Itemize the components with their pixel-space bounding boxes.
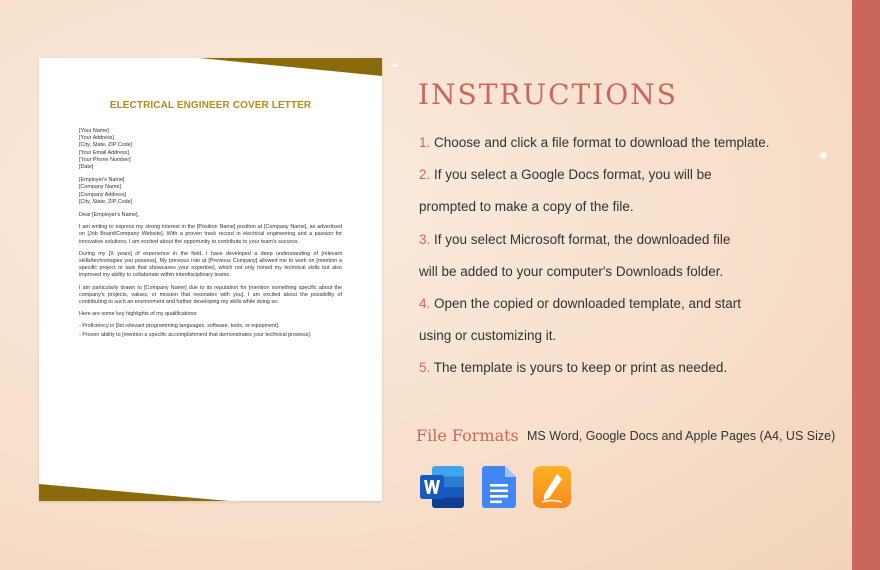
step-number: 2.	[419, 167, 431, 182]
step-4-continued: using or customizing it.	[419, 328, 557, 343]
recipient-line: [Employer's Name]	[79, 177, 125, 184]
document-title: ELECTRICAL ENGINEER COVER LETTER	[109, 100, 312, 111]
document-preview[interactable]	[39, 58, 382, 501]
paragraph: During my [X years] of experience in the field, I have developed a deep understanding of [relevant skills/technologies you possess]. My previous role at [Previous Company] allowed me to work on [mention a specific project or task that showcases your expertise], which not only honed my technical skills but also improved my ability to collaborate within interdisciplinary teams.	[79, 250, 342, 279]
sparkle	[393, 63, 397, 67]
recipient-block	[79, 177, 342, 206]
step-text: If you select Microsoft format, the downloaded file	[434, 232, 731, 247]
sender-block	[79, 128, 342, 171]
recipient-line: [City, State, ZIP Code]	[79, 198, 133, 205]
salutation: Dear [Employer's Name],	[79, 212, 140, 219]
paragraph: I am writing to express my strong interest in the [Position Name] position at [Company Name], as advertised on [Job Board/Company Website]. With a proven track record in electrical engineering and a passion for innovative solutions, I am excited about the opportunity to contribute to your team's success.	[79, 224, 342, 245]
recipient-line: [Company Address]	[79, 191, 127, 198]
step-2-continued: prompted to make a copy of the file.	[419, 199, 634, 214]
recipient-line: [Company Name]	[79, 184, 121, 191]
step-5	[419, 360, 727, 375]
step-text: The template is yours to keep or print as needed.	[433, 360, 728, 375]
step-number: 4.	[419, 296, 431, 311]
right-accent-bar	[852, 0, 880, 570]
sender-line: [City, State, ZIP Code]	[79, 142, 133, 149]
step-2	[419, 167, 712, 182]
step-number: 1.	[419, 135, 431, 150]
file-formats-label: File Formats	[416, 426, 519, 445]
paragraph: - Proven ability to [mention a specific accomplishment that demonstrates your technical prowess].	[79, 331, 312, 338]
step-number: 3.	[419, 232, 431, 247]
step-text: Open the copied or downloaded template, and start	[434, 296, 741, 311]
ms-word-icon[interactable]	[420, 466, 466, 508]
document-body	[79, 128, 342, 344]
apple-pages-icon[interactable]	[533, 466, 571, 508]
step-text: If you select a Google Docs format, you will be	[434, 167, 712, 182]
step-3	[419, 232, 730, 247]
step-4	[419, 296, 741, 311]
instructions-title: INSTRUCTIONS	[418, 78, 678, 111]
step-text: Choose and click a file format to download the template.	[434, 135, 770, 150]
step-3-continued: will be added to your computer's Downloads folder.	[419, 264, 724, 279]
paragraph: Here are some key highlights of my qualifications:	[79, 311, 198, 318]
sender-line: [Your Name]	[79, 128, 109, 134]
bottom-corner-shape	[39, 484, 229, 501]
google-docs-icon[interactable]	[482, 466, 516, 508]
paragraph: I am particularly drawn to [Company Name] due to its reputation for [mention something specific about the company's projects, values, or mission that resonates with you]. I am excited about the possibility of contributing to such an environment and further developing my skills while doing so.	[79, 284, 342, 306]
sender-line: [Date]	[79, 164, 94, 171]
sender-line: [Your Email Address]	[79, 149, 129, 156]
step-number: 5.	[419, 360, 431, 375]
sender-line: [Your Address]	[79, 135, 114, 142]
file-formats-text: MS Word, Google Docs and Apple Pages (A4, US Size)	[527, 429, 836, 443]
top-corner-shape	[199, 58, 382, 76]
paragraph: - Proficiency in [list relevant programming languages, software, tools, or equipment].	[79, 323, 280, 330]
step-1	[419, 135, 769, 150]
sparkle	[820, 152, 827, 159]
sender-line: [Your Phone Number]	[79, 156, 131, 163]
